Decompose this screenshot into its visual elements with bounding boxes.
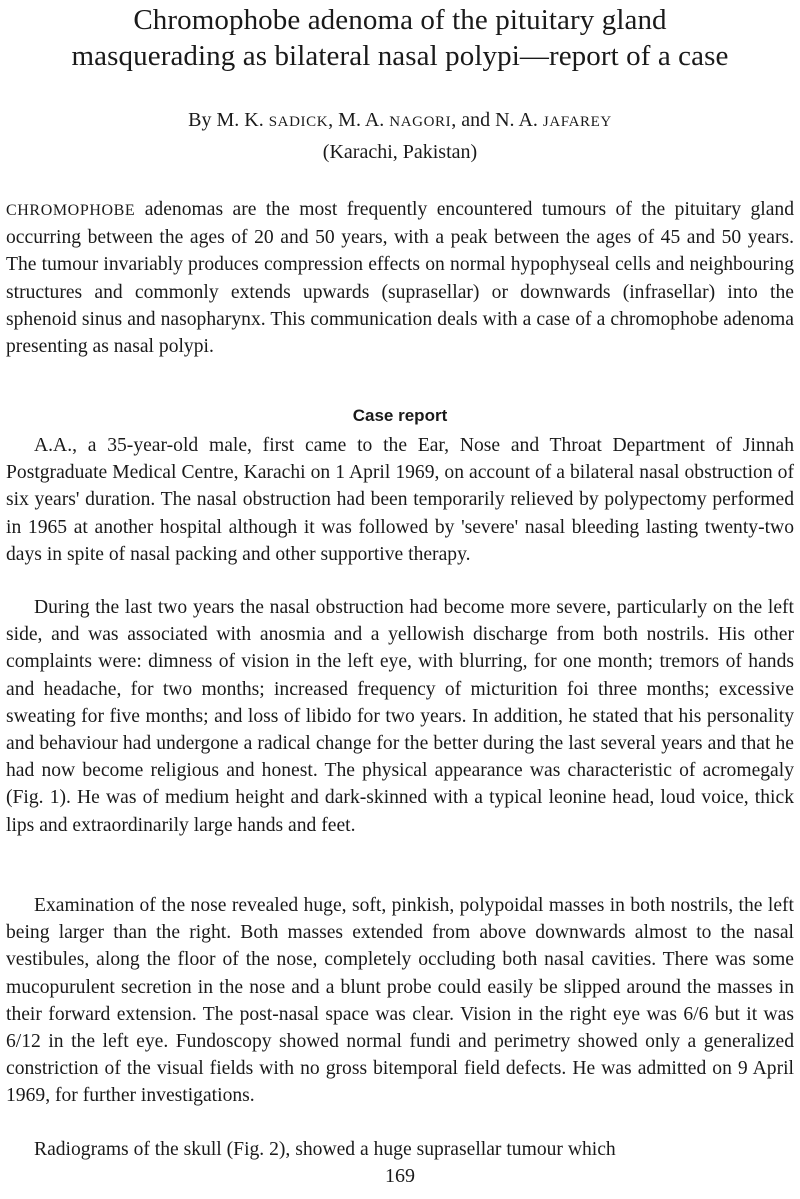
- page-number: 169: [385, 1165, 415, 1187]
- section-heading-case-report: Case report: [352, 406, 448, 425]
- paragraph: During the last two years the nasal obstruction had become more severe, particularly on the left side, and was associated with anosmia and a yellowish discharge from both nostrils. His other complaints were: dimness of vision in the left eye, with blurring, for one month; tremors of hands and headache, for two months; increased frequency of micturition foi three months; excessive sweating for five months; and loss of libido for two years. In addition, he stated that his personality and behaviour had undergone a radical change for the better during the last several years and that he had now become religious and honest. The physical appearance was characteristic of acromegaly (Fig. 1). He was of medium height and dark-skinned with a typical leonine head, loud voice, thick lips and extraordinarily large hands and feet.: [6, 597, 794, 836]
- paragraph: Examination of the nose revealed huge, soft, pinkish, polypoidal masses in both nostrils, the left being larger than the right. Both masses extended from above downwards almost to the nasal vestibules, along the floor of the nose, completely occluding both nasal cavities. There was some mucopurulent secretion in the nose and a blunt probe could easily be slipped around the masses in their forward extension. The post-nasal space was clear. Vision in the right eye was 6/6 but it was 6/12 in the left eye. Fundoscopy showed normal fundi and perimetry showed only a generalized constriction of the visual fields with no gross bitemporal field defects. He was admitted on 9 April 1969, for further investigations.: [6, 895, 794, 1107]
- title-line-1: Chromophobe adenoma of the pituitary gland: [133, 4, 667, 36]
- byline-separator: , M. A.: [328, 109, 390, 131]
- title-line-2: masquerading as bilateral nasal polypi—report of a case: [71, 40, 729, 72]
- paragraph: A.A., a 35-year-old male, first came to the Ear, Nose and Throat Department of Jinnah Postgraduate Medical Centre, Karachi on 1 April 1969, on account of a bilateral nasal obstruction of six years' duration. The nasal obstruction had been temporarily relieved by polypectomy performed in 1965 at another hospital although it was followed by 'severe' nasal bleeding lasting twenty-two days in spite of nasal packing and other supportive therapy.: [6, 435, 794, 565]
- intro-paragraph: [6, 196, 794, 360]
- author-nagori: NAGORI: [389, 114, 452, 130]
- author-byline: [0, 104, 800, 138]
- intro-text: adenomas are the most frequently encountered tumours of the pituitary gland occurring between the ages of 20 and 50 years, with a peak between the ages of 45 and 50 years. The tumour invariably produces compression effects on normal hypophyseal cells and neighbouring structures and commonly extends upwards (suprasellar) or downwards (infrasellar) into the sphenoid sinus and nasopharynx. This communication deals with a case of a chromophobe adenoma presenting as nasal polypi.: [6, 199, 794, 358]
- article-title: [0, 2, 800, 74]
- paragraph: Radiograms of the skull (Fig. 2), showed a huge suprasellar tumour which: [34, 1139, 616, 1160]
- byline-prefix: By M. K.: [188, 109, 269, 131]
- intro-lead-word: CHROMOPHOBE: [6, 202, 136, 219]
- affiliation: (Karachi, Pakistan): [322, 141, 478, 163]
- author-jafarey: JAFAREY: [542, 114, 612, 130]
- author-sadick: SADICK: [268, 114, 329, 130]
- byline-separator: , and N. A.: [451, 109, 543, 131]
